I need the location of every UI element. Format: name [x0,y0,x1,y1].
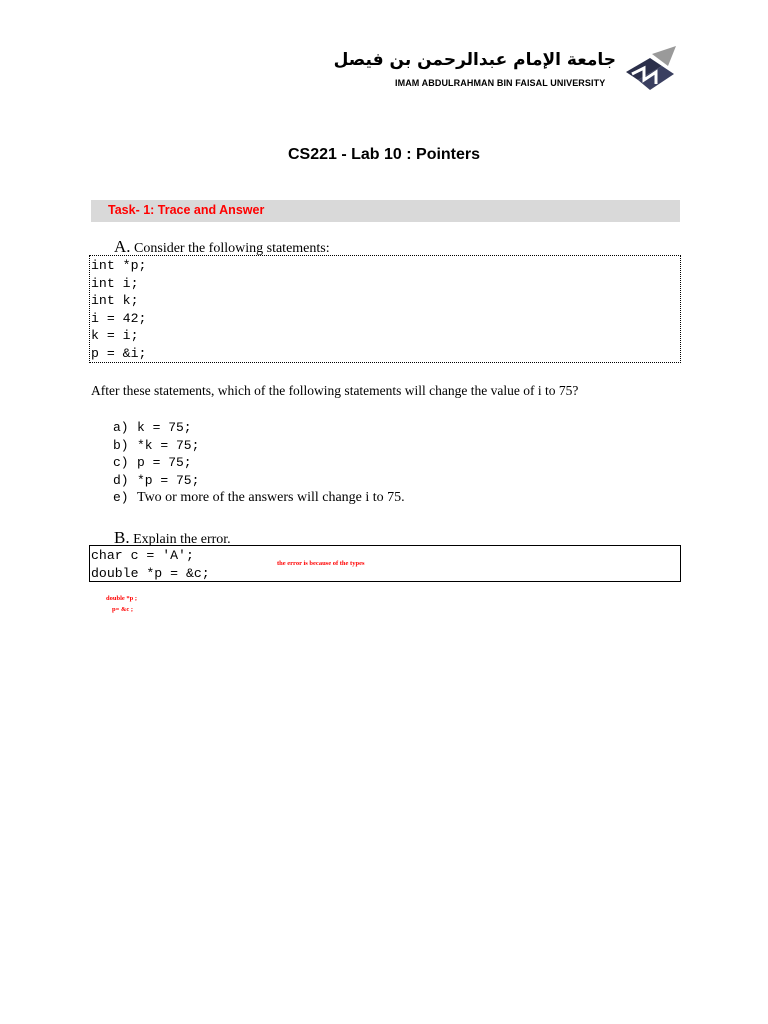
code-line: int k; [91,293,139,308]
section-a-letter: A. [114,237,131,256]
section-a-code-box [89,255,681,363]
option-text: p = 75; [137,455,192,470]
option-label: b) [113,437,129,453]
university-arabic-name: جامعة الإمام عبدالرحمن بن فيصل [333,50,616,70]
answer-option-a [113,420,405,438]
answer-options [113,420,405,508]
answer-option-b [113,438,405,456]
code-line: int *p; [91,258,147,273]
option-text: *p = 75; [137,472,200,488]
code-line: char c = 'A'; [91,548,194,563]
handwritten-note-2: p= &c ; [112,606,134,613]
section-a-prompt: Consider the following statements: [134,241,330,256]
answer-option-e [113,490,405,508]
option-label: e) [113,490,129,505]
section-a-heading [114,237,330,257]
task-header-bar [91,200,680,222]
option-text: k = 75; [137,420,192,435]
option-label: c) [113,455,129,470]
answer-option-c [113,455,405,473]
task-label: Task- 1: Trace and Answer [108,203,265,217]
code-line: p = &i; [91,345,147,361]
option-label: a) [113,420,129,435]
section-a-question: After these statements, which of the following statements will change the value of i to 75? [91,383,579,398]
code-line: int i; [91,275,139,291]
option-label: d) [113,472,129,488]
option-text: *k = 75; [137,437,200,453]
option-text: Two or more of the answers will change i to 75. [137,490,405,505]
handwritten-note-1: double *p ; [106,595,138,602]
university-english-name: IMAM ABDULRAHMAN BIN FAISAL UNIVERSITY [395,78,606,88]
page-title: CS221 - Lab 10 : Pointers [287,146,481,163]
code-line: k = i; [91,328,139,343]
answer-option-d [113,473,405,491]
code-line: i = 42; [91,310,147,326]
section-b-prompt: Explain the error. [133,532,231,547]
answer-note: the error is because of the types [277,560,365,567]
university-emblem-icon [622,44,680,94]
code-line: double *p = &c; [91,565,210,581]
section-b-letter: B. [114,528,130,547]
section-b-code-box [89,545,681,582]
